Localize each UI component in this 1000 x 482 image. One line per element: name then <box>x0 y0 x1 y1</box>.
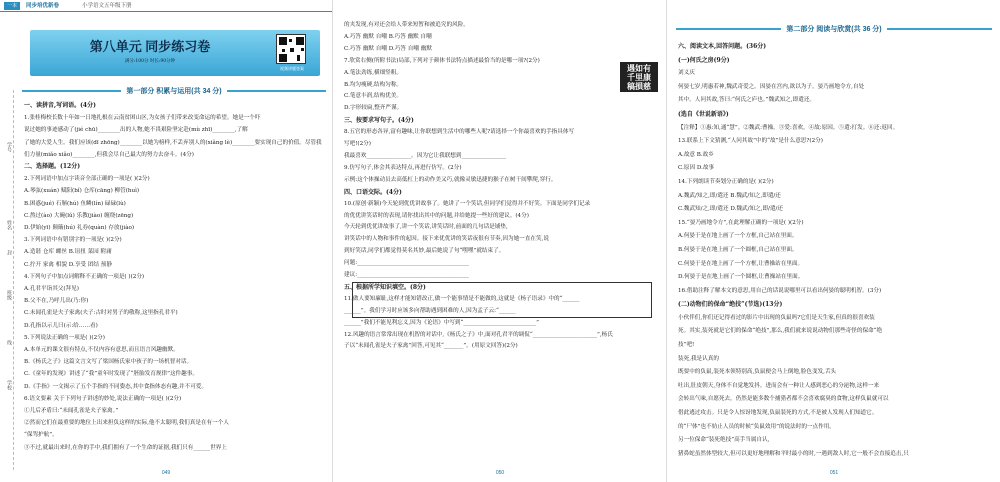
binding-margin <box>0 90 18 470</box>
cut-line <box>13 90 14 470</box>
right-text-line: A.故意 B.故乡 <box>678 151 714 158</box>
left-text-line: C.拧开 家禽 相貌 D.享受 团结 预静 <box>24 261 112 268</box>
right-text-line: 13.联系上下文猜测,“人问其故”中的“故”是什么意思?(2分) <box>678 138 823 145</box>
middle-text-line: 的夹发现,有对还会给人带来短暂和被追究的风险。 <box>344 22 469 28</box>
right-text-line: 15.“晏乃画地令方”,在此理解正确的一项是( )(2分) <box>678 219 804 226</box>
left-text-line: 3.下列词语中有错别字的一项是( )(2分) <box>24 237 122 244</box>
margin-label-class: 班级 <box>6 290 12 300</box>
seal-char: 稿 <box>627 81 635 91</box>
right-text-line: 既要中的负鼠,装死本领特别高,负鼠便会马上倒地,脸色变发,舌头 <box>678 369 837 376</box>
middle-text-line: 子以“未闻孔雀是夫子家禽”回答,可见其“_______”。(用原文回答)(2分) <box>344 343 518 350</box>
right-text-line: C.何晏于是在地上画了一个方框,让曹操站在里面。 <box>678 260 804 267</box>
right-text-line: 吐出,肚皮朝天,身体不自觉地发抖。进而会有一种让人感到恶心的分泌物,这样一来 <box>678 382 880 389</box>
left-text-line: “保驾护航”。 <box>24 432 58 439</box>
page-number-left: 049 <box>161 470 171 476</box>
unit-banner <box>30 30 320 76</box>
part2-title: 第二部分 阅读与欣赏(共 36 分) <box>786 26 882 33</box>
middle-text-line: 四、口语交际。(4分) <box>344 188 402 196</box>
right-text-line: 小伙伴们,你们还记得看过的影片中出现的负鼠吗?它们是天生家,但真的很喜欢装 <box>678 314 875 321</box>
page-divider-2 <box>666 0 667 482</box>
right-text-line: (选自《世说新语》) <box>678 110 729 118</box>
left-text-line: 1.张桂梅校长数十年如一日地扎根在云南贫困山区,为女孩子们带来改变命运的希望。她是一个吓 <box>24 115 261 122</box>
middle-text-line: A.笔法劲练,横细竖粗。 <box>344 69 402 76</box>
left-text-line: 5.下列说法正确的一项是( )(2分) <box>24 334 105 341</box>
left-text-line: A.本单元的课文很有特点,不仅内容有意思,而且语言风趣幽默。 <box>24 347 179 354</box>
middle-text-line: C.笔意丰润,结构优美。 <box>344 93 402 100</box>
seal-char: 慈 <box>643 81 651 91</box>
right-text-line: C.魏武知/之,即/遣还 D.魏武/知之,即/遣/还 <box>678 206 783 213</box>
middle-text-line: 讲笑话中的人物和事件的起因。接下来优优讲的笑话夜很有节奏,因为她一直在笑,说 <box>344 236 549 243</box>
margin-label-feng: 封 <box>6 250 12 255</box>
qr-label: 视频讲题答案 <box>280 66 304 71</box>
left-text-line: 2.下列词语中加点字读音全部正确的一项是( )(2分) <box>24 176 150 183</box>
seal-char: 有 <box>643 63 651 73</box>
right-text-line: A.魏武/知之,即/遣还 B.魏武/知之,即遣/还 <box>678 192 781 199</box>
right-text-line: 猪鼻蛇虽然体型较大,但可以更好地理解和平时最小的时,一遇到敌人时,它一般不会直接追击,只 <box>678 450 909 457</box>
page-number-right: 051 <box>829 470 839 476</box>
left-text-line: B.父不在,乃呼儿出(乃:你) <box>24 298 89 305</box>
left-text-line: D.伊始(yī) 颠簸(hú) 礼券(quàn) 存放(jiào) <box>24 225 135 232</box>
middle-text-line: 10.(原创·新颖)今天轮到优优讲故事了。她讲了一个笑话,但同学们觉得并不好笑。下面是同学们记录 <box>344 200 591 207</box>
left-text-line: 6.语文要素 关于下列句子讲述的妙处,说法正确的一项是( )(2分) <box>24 395 182 402</box>
right-text-line: D.何晏于是在地上画了一个圆框,让曹操站在里面。 <box>678 274 804 281</box>
left-text-line: ③不过,就最出来时,在你的手中,我们拥有了一个生命的证据,我们只有______世界上 <box>24 444 227 451</box>
right-text-line: (一)何氏之房(9分) <box>678 56 730 64</box>
running-header <box>0 0 332 12</box>
margin-label-school: 学校 <box>6 380 12 390</box>
middle-text-line: 今天轮到优优讲故事了,讲一个笑话,讲笑话时,前面的几句话是铺垫, <box>344 224 508 231</box>
section-bar-part2 <box>676 22 992 36</box>
middle-text-line: 写吧!(2分) <box>344 141 371 148</box>
seal-char: 如 <box>635 63 643 73</box>
left-text-line: C.《童年的发现》讲述了“我”童年时发现了“胚胎发育规律”这件趣事。 <box>24 371 198 378</box>
middle-text-line: A.巧答 幽默 自嘲 B.巧答 幽默 自嘲 <box>344 33 432 40</box>
right-text-line: (二)动物们的保命“绝技”(节选)(13分) <box>678 301 783 309</box>
middle-text-line: 11.做人要知廉耻,这样才能知错改正,做一个能事情是不能做的,这就是《杨子语录》中的“______ <box>344 295 580 302</box>
middle-text-line: C.巧答 幽默 自嘲 D.巧答 自嘲 幽默 <box>344 45 432 52</box>
story-box <box>352 282 652 318</box>
left-text-line: C.熬过(ào) 大碗(lǔ) 乐教(jiào) 缠绕(zēng) <box>24 212 134 219</box>
left-text-line: A.孔君平诣其父(拜见) <box>24 286 79 293</box>
middle-text-line: 示例:这个体操动员去高低杠上的动作美又巧,就像灵敏迅捷的猴子在树干间攀爬,穿行。 <box>344 176 557 183</box>
page-divider <box>332 0 333 482</box>
middle-text-line: D.字形较扁,整齐严谨。 <box>344 105 403 112</box>
left-text-line: B.《杨氏之子》这篇文言文写了梁国杨氏家中孩子的一场机智对话。 <box>24 359 193 366</box>
middle-text-line: B.均匀瘦硬,结构匀称。 <box>344 81 403 88</box>
left-text-line: C.未闻孔雀是夫子家禽(夫子:古时对男子的敬称,这里指孔君平) <box>24 310 178 317</box>
right-text-line: 技”吧! <box>678 342 695 349</box>
right-text-line: 14.下列朗读节奏划分正确的是( )(2分) <box>678 178 774 185</box>
middle-text-line: 的优优讲笑话时的表现,请你找出其中的问题,并给她提一些好的建议。(4分) <box>344 212 529 219</box>
right-text-line: 借此逃过攻击。只是令人惊讶地发现,负鼠装死的方式,不是被人发现人们知道它。 <box>678 410 878 417</box>
right-text-line: C.原因 D.故事 <box>678 165 715 172</box>
middle-text-line: 五、根据所学知识填空。(8分) <box>344 283 426 291</box>
page-middle <box>334 0 666 482</box>
middle-text-line: 问题:________________________________________ <box>344 260 469 267</box>
right-text-line: 16.借助注释了解本文的意思,用自己的话说说哪里可以看出何晏的聪明机智。(3分) <box>678 287 882 294</box>
seal-char: 遇 <box>627 63 635 73</box>
right-text-line: 何晏七岁,明惠若神,魏武奇爱之。因晏在宫内,欲以为子。晏乃画地令方,自处 <box>678 83 865 90</box>
left-text-line: D.《手指》一文揭示了五个手指的不同姿态,其中食指体态有趣,并不可爱。 <box>24 383 208 390</box>
seal-char: 千 <box>627 72 635 82</box>
middle-text-line: 建议:________________________________________ <box>344 272 469 279</box>
middle-text-line: ______”。我们学习时应该多向帮助遇到困难的人,因为孟子云:“______ <box>344 307 516 314</box>
book-title: 同步培优新卷 <box>26 3 60 9</box>
right-text-line: 会转出气味,自愿死去。仍然是能多数个捕猎者都不会喜欢腐臭的食物,这样负鼠就可以 <box>678 396 889 403</box>
middle-text-line: 12.风趣的语言常常出现在机智的对话中,《杨氏之子》中,面对孔君平的调侃“_______________________”,杨氏 <box>344 331 613 338</box>
page-right <box>668 0 1000 482</box>
page-left <box>0 0 332 482</box>
right-text-line: B.何晏于是在地上画了一个圆框,自己站在里面。 <box>678 246 798 253</box>
right-text-line: 其中。人问其故,答曰:“何氏之庐也。”魏武知之,即遣还。 <box>678 97 816 104</box>
qr-code-icon[interactable] <box>276 34 306 64</box>
margin-label-xuehao: 学号 <box>6 142 12 152</box>
left-text-line: B.困惑(jué) 石斛(hú) 鱼鳞(lín) 碌碌(lù) <box>24 200 126 207</box>
left-text-line: 说过她的事迹感动了(jié chū)________出的人物,她不畏艰险坚定赴(mù zhī)________,了解 <box>24 127 248 134</box>
left-text-line: A.琴弦(xuán) 赋阳(bǐ) 仓库(cāng) 柳管(huì) <box>24 188 140 195</box>
middle-text-line: 7.欣赏右侧(所附书法)局部,下列对于颜体书法特点描述最恰当的是哪一项?(2分) <box>344 57 540 64</box>
exam-meta: 满分:100分 时长:90分钟 <box>124 59 176 64</box>
left-text-line: ①儿后矛盾曰:“未闻孔雀是夫子家禽。” <box>24 408 119 415</box>
left-questions <box>24 100 328 454</box>
right-text-line: 死。其实,装死就是它们的保命“绝技”,那么,我们就来说说动物们那些奇怪的保命“绝 <box>678 328 883 335</box>
right-questions <box>678 40 994 461</box>
grade-label: 小学语文五年级下册 <box>82 3 132 9</box>
right-text-line: 的“尸体”也不妨止人员的时候“负鼠效用”的说法时的一点作用。 <box>678 423 835 430</box>
seal-char: 損 <box>635 81 643 91</box>
middle-text-line: 8.五官的形态各异,富有趣味,让你联想到生活中的哪些人呢?请选择一个你最喜欢的手指具体写 <box>344 129 575 136</box>
left-text-line: 们力量(miǎo xiǎo)________,但我会尽自己最大的努力去奋斗。(4分) <box>24 151 194 158</box>
right-text-line: 六、阅读文本,回答问题。(36分) <box>678 43 767 50</box>
seal-row <box>620 82 658 91</box>
seal-char: 里 <box>635 72 643 82</box>
left-text-line: 了她的大爱人生。我们应该(dī zhōng)________以她为榜样,不丢弃别人的(xiǎng lè)________要实现自己的价值。尽管我 <box>24 139 322 146</box>
page-number-middle: 050 <box>495 470 505 476</box>
right-text-line: 刘义庆 <box>678 70 695 77</box>
middle-text-line: 9.仿写句子,体会其表达特点,再进行仿写。(2分) <box>344 164 462 171</box>
left-text-line: 4.下列句子中加点词解释不正确的一项是( )(2分) <box>24 273 145 280</box>
margin-label-name: 姓名 <box>6 220 12 230</box>
section-bar-part1 <box>22 84 326 98</box>
brand-tag: 一本 <box>4 2 20 10</box>
middle-text-line: 到好笑话,同学们都觉得莫名其妙,最后她说了句“嘿嘿”就结束了。 <box>344 248 505 255</box>
margin-label-xian: 线 <box>6 340 12 345</box>
middle-text-line: 三、按要求写句子。(4分) <box>344 117 414 125</box>
calligraphy-seal-icon <box>620 62 658 92</box>
right-text-line: 装死,我是认真的 <box>678 355 719 362</box>
left-text-line: 一、读拼音,写词语。(4分) <box>24 102 96 109</box>
middle-text-line: 我最喜欢________________。因为它让我联想到________________ <box>344 152 507 159</box>
seal-char: 康 <box>643 72 651 82</box>
left-text-line: 二、选择题。(12分) <box>24 163 81 171</box>
part1-title: 第一部分 积累与运用(共 34 分) <box>126 88 222 95</box>
right-text-line: 另一位保命“装死绝技”高手当属自认, <box>678 437 770 444</box>
right-text-line: 【注释】①惠:知,通“慧”。②魏武:曹操。③爱:喜欢。④故:原因。⑤遣:打发。⑥还:返回。 <box>678 124 899 131</box>
left-text-line: ②然而它们在最重要的地位上出来担负这样的实际,他不太聪明,我们真是在有一个人 <box>24 420 229 427</box>
middle-text-line: ______”我们不能见利忘义,因为《论语》中写到“__________________________” <box>344 319 539 326</box>
unit-title: 第八单元 同步练习卷 <box>89 39 211 54</box>
right-text-line: A.何晏于是在地上画了一个方框,自己站在里面。 <box>678 233 798 240</box>
left-text-line: D.孔指以示儿曰(示:给……看) <box>24 322 98 329</box>
left-text-line: A.造谐 仓库 螺丝 B.诅扭 菜园 附庸 <box>24 249 112 256</box>
